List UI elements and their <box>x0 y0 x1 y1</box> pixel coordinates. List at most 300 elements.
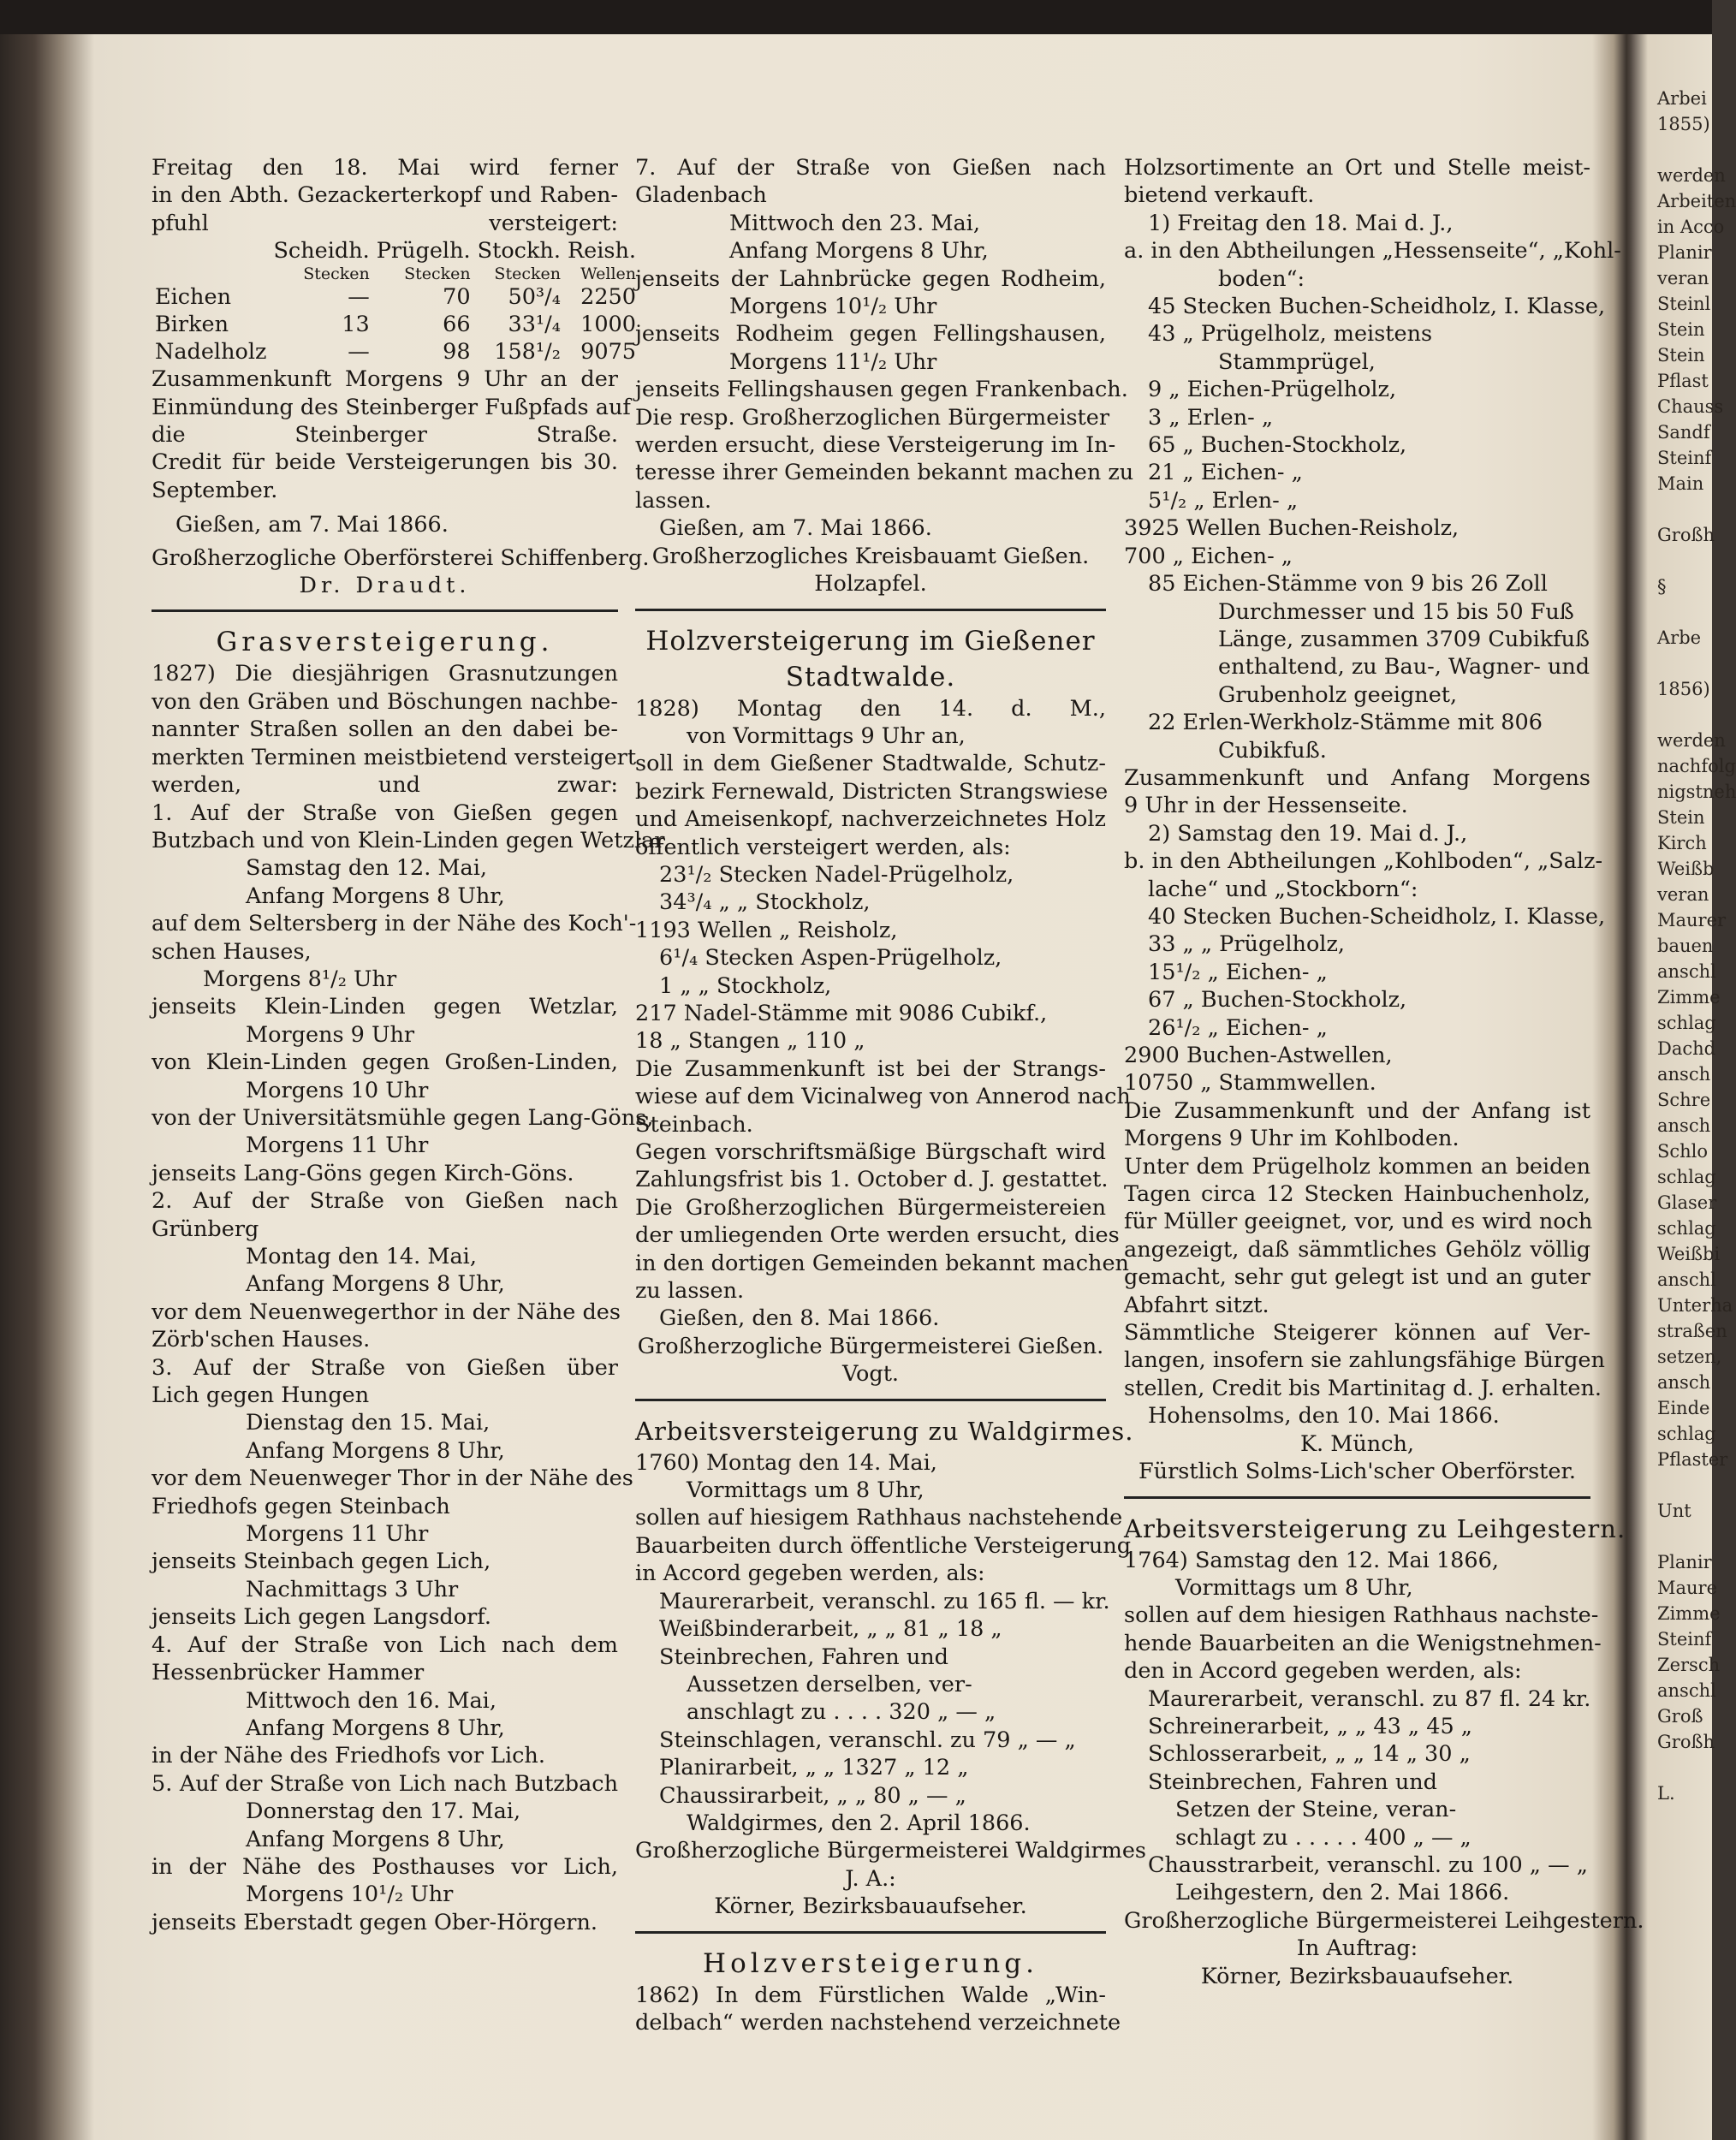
text-line: jenseits Steinbach gegen Lich, <box>152 1549 491 1575</box>
table-cell: — <box>348 284 370 311</box>
text-line: Die Großherzoglichen Bürgermeistereien <box>635 1194 1106 1221</box>
margin-fragment: werden <box>1657 730 1726 751</box>
grass-auction-continued <box>635 154 1134 598</box>
margin-fragment <box>1657 651 1712 676</box>
text-line: Sämmtliche Steigerer können auf Ver- <box>1124 1320 1590 1346</box>
text-line: zu lassen. <box>635 1278 745 1305</box>
section-heading <box>635 623 1106 695</box>
text-line: lassen. <box>635 487 712 514</box>
margin-fragment: schlag <box>1657 1218 1716 1239</box>
text-line: von der Universitätsmühle gegen Lang-Göns, <box>152 1104 654 1131</box>
text-line: Donnerstag den 17. Mai, <box>246 1798 521 1825</box>
text-line: lache“ und „Stockborn“: <box>1148 876 1418 902</box>
table-cell: 50³/₄ <box>508 284 561 311</box>
text-line: angezeigt, daß sämmtliches Gehölz völlig <box>1124 1236 1590 1263</box>
text-line: langen, insofern sie zahlungsfähige Bürgen <box>1124 1347 1605 1374</box>
text-line: 2900 Buchen-Astwellen, <box>1124 1043 1393 1068</box>
text-line: Durchmesser und 15 bis 50 Fuß <box>1218 598 1574 625</box>
scanner-top-band <box>0 0 1712 34</box>
margin-fragment: Main <box>1657 473 1704 494</box>
text-line: Stammprügel, <box>1218 348 1376 375</box>
windelbach-auction-continued <box>1124 154 1621 1486</box>
text-line: für Müller geeignet, vor, und es wird noch <box>1124 1209 1593 1235</box>
text-line: Die Zusammenkunft und der Anfang ist <box>1124 1097 1590 1124</box>
table-header-row <box>152 237 639 265</box>
text-line: 217 Nadel-Stämme mit 9086 Cubikf., <box>635 1000 1048 1026</box>
margin-fragment: anschl <box>1657 1680 1716 1701</box>
text-line: 34³/₄ „ „ Stockholz, <box>659 889 871 916</box>
table-unit-row <box>152 265 639 283</box>
text-line: vor dem Neuenweger Thor in der Nähe des <box>152 1465 633 1492</box>
text-line: der umliegenden Orte werden ersucht, dies <box>635 1222 1120 1249</box>
text-line: Bauarbeiten durch öffentliche Versteigerung <box>635 1532 1132 1559</box>
stadtwald-auction-text <box>635 695 1131 1388</box>
text-line: J. A.: <box>845 1865 896 1892</box>
text-line: nannter Straßen sollen an den dabei be- <box>152 716 618 743</box>
text-line: 85 Eichen-Stämme von 9 bis 26 Zoll <box>1148 571 1548 597</box>
margin-fragment: Chauss <box>1657 396 1724 417</box>
text-line: boden“: <box>1218 265 1305 292</box>
text-line: 1862) In dem Fürstlichen Walde „Win- <box>635 1982 1106 2008</box>
text-line: von Klein-Linden gegen Großen-Linden, <box>152 1049 618 1076</box>
text-line: 45 Stecken Buchen-Scheidholz, I. Klasse, <box>1148 294 1606 320</box>
text-line: a. in den Abtheilungen „Hessenseite“, „Kohl- <box>1124 238 1621 265</box>
text-line: 65 „ Buchen-Stockholz, <box>1148 432 1407 459</box>
text-line: schlagt zu . . . . . 400 „ — „ <box>1175 1824 1471 1851</box>
text-line: 700 „ Eichen- „ <box>1124 543 1293 569</box>
text-line: 40 Stecken Buchen-Scheidholz, I. Klasse, <box>1148 903 1606 930</box>
margin-fragment: Schlo <box>1657 1141 1709 1162</box>
text-line: 2) Samstag den 19. Mai d. J., <box>1148 820 1468 847</box>
margin-fragment <box>1657 1755 1712 1780</box>
margin-fragment: Zersch <box>1657 1655 1721 1675</box>
text-line: von den Gräben und Böschungen nachbe- <box>152 688 618 715</box>
text-line: Fürstlich Solms-Lich'scher Oberförster. <box>1138 1459 1576 1485</box>
text-line: Friedhofs gegen Steinbach <box>152 1493 450 1519</box>
text-line: in der Nähe des Posthauses vor Lich, <box>152 1853 618 1880</box>
section-divider <box>1124 1496 1590 1499</box>
margin-fragment: schlag <box>1657 1167 1716 1187</box>
text-line: 4. Auf der Straße von Lich nach dem <box>152 1632 618 1658</box>
text-line: 33 „ „ Prügelholz, <box>1148 931 1345 958</box>
margin-fragment: in Acco <box>1657 217 1725 237</box>
margin-fragment: ansch <box>1657 1115 1711 1136</box>
text-line: jenseits Lang-Göns gegen Kirch-Göns. <box>152 1160 574 1186</box>
text-line: merkten Terminen meistbietend versteigert <box>152 744 637 770</box>
text-line: Morgens 8¹/₂ Uhr <box>203 966 397 992</box>
text-line: 26¹/₂ „ Eichen- „ <box>1148 1014 1328 1041</box>
margin-fragment: Planir <box>1657 242 1712 263</box>
table-cell: — <box>348 339 370 366</box>
text-line: 21 „ Eichen- „ <box>1148 460 1303 486</box>
text-line: Anfang Morgens 8 Uhr, <box>246 1826 505 1852</box>
margin-fragment: 1856) <box>1657 679 1710 699</box>
text-line: jenseits der Lahnbrücke gegen Rodheim, <box>635 265 1106 292</box>
margin-fragment: Stein <box>1657 319 1705 340</box>
margin-fragment: § <box>1657 576 1667 597</box>
text-line: Körner, Bezirksbauaufseher. <box>1200 1963 1514 1989</box>
margin-fragment: Groß <box>1657 1706 1703 1727</box>
grass-auction-items <box>152 800 665 1937</box>
text-line: Anfang Morgens 8 Uhr, <box>246 883 505 909</box>
text-line: 5¹/₂ „ Erlen- „ <box>1148 487 1299 514</box>
text-line: Weißbinderarbeit, „ „ 81 „ 18 „ <box>659 1616 1002 1643</box>
table-cell <box>152 265 270 283</box>
text-line: Chaussirarbeit, „ „ 80 „ — „ <box>659 1782 966 1809</box>
text-line: Großherzogliche Bürgermeisterei Leihgestern. <box>1124 1907 1644 1934</box>
text-line: Anfang Morgens 8 Uhr, <box>246 1271 505 1298</box>
text-line: 1. Auf der Straße von Gießen gegen <box>152 800 618 826</box>
table-cell: Eichen <box>155 284 231 311</box>
text-line: werden ersucht, diese Versteigerung im In- <box>635 432 1116 459</box>
text-line: bietend verkauft. <box>1124 182 1315 209</box>
text-line: Grünberg <box>152 1216 259 1242</box>
text-line: 9 Uhr in der Hessenseite. <box>1124 793 1408 819</box>
table-cell: 9075 <box>580 339 637 366</box>
table-row <box>152 283 639 311</box>
margin-fragment <box>1657 1524 1712 1549</box>
text-line: Chausstrarbeit, veranschl. zu 100 „ — „ <box>1148 1852 1588 1878</box>
margin-fragment <box>1657 137 1712 163</box>
section-heading: Grasversteigerung. <box>216 627 554 658</box>
margin-fragment: ansch <box>1657 1064 1711 1085</box>
text-line: Zusammenkunft Morgens 9 Uhr an der <box>152 366 618 393</box>
text-line: Dienstag den 15. Mai, <box>246 1410 490 1436</box>
text-line: in der Nähe des Friedhofs vor Lich. <box>152 1743 545 1769</box>
section-heading: Arbeitsversteigerung zu Waldgirmes. <box>635 1416 1134 1446</box>
text-line: Morgens 9 Uhr <box>246 1021 415 1048</box>
margin-fragment: bauen <box>1657 936 1714 956</box>
meeting-note <box>152 366 631 449</box>
text-line: stellen, Credit bis Martinitag d. J. erhalten. <box>1124 1375 1602 1401</box>
text-line: 1193 Wellen „ Reisholz, <box>635 917 898 943</box>
text-line: und Ameisenkopf, nachverzeichnetes Holz <box>635 806 1106 833</box>
margin-fragment: veran <box>1657 268 1709 288</box>
text-line: 3925 Wellen Buchen-Reisholz, <box>1124 515 1460 542</box>
text-line: Steinbach. <box>635 1111 753 1138</box>
margin-fragment: nigstneh <box>1657 782 1736 802</box>
text-line: 1764) Samstag den 12. Mai 1866, <box>1124 1547 1499 1573</box>
text-line: vor dem Neuenwegerthor in der Nähe des <box>152 1299 621 1325</box>
margin-fragment: Stein <box>1657 345 1705 366</box>
table-cell: 158¹/₂ <box>494 339 561 366</box>
text-line: Holzsortimente an Ort und Stelle meist- <box>1124 155 1590 181</box>
margin-fragment: Stein <box>1657 807 1705 828</box>
margin-fragment: ansch <box>1657 1372 1711 1393</box>
text-line: Anfang Morgens 8 Uhr, <box>246 1715 505 1741</box>
text-line: in Accord gegeben werden, als: <box>635 1560 985 1587</box>
next-page-margin <box>1657 86 1736 1806</box>
text-line: Leihgestern, den 2. Mai 1866. <box>1175 1880 1510 1906</box>
text-line: bezirk Fernewald, Districten Strangswiese <box>635 778 1109 805</box>
text-line: Morgens 11 Uhr <box>246 1132 429 1159</box>
text-line: 2. Auf der Straße von Gießen nach <box>152 1188 618 1215</box>
table-cell: 13 <box>342 312 370 338</box>
table-cell: Nadelholz <box>155 339 267 366</box>
text-line: Steinbrechen, Fahren und <box>659 1644 948 1670</box>
margin-fragment: Steinl <box>1657 294 1711 314</box>
margin-fragment: straßen <box>1657 1321 1727 1341</box>
text-line: Schlosserarbeit, „ „ 14 „ 30 „ <box>1148 1741 1471 1768</box>
margin-fragment: schlag <box>1657 1424 1716 1444</box>
margin-fragment: Kirch <box>1657 833 1707 853</box>
text-line: Maurerarbeit, veranschl. zu 165 fl. — kr. <box>659 1588 1110 1614</box>
text-line: gemacht, sehr gut gelegt ist und an guter <box>1124 1264 1590 1291</box>
text-line: Einmündung des Steinberger Fußpfads auf <box>152 394 631 420</box>
text-line: 22 Erlen-Werkholz-Stämme mit 806 <box>1148 710 1543 736</box>
text-line: Körner, Bezirksbauaufseher. <box>714 1893 1027 1920</box>
margin-fragment <box>1657 702 1712 728</box>
text-line: soll in dem Gießener Stadtwalde, Schutz- <box>635 751 1106 777</box>
text-line: jenseits Lich gegen Langsdorf. <box>152 1604 491 1631</box>
table-cell: Scheidh. <box>273 238 370 265</box>
text-line: Mittwoch den 23. Mai, <box>729 210 980 236</box>
margin-fragment: Pflast <box>1657 371 1709 391</box>
margin-fragment: Steinf <box>1657 1629 1712 1650</box>
margin-fragment: Maure <box>1657 1578 1718 1598</box>
text-line: jenseits Fellingshausen gegen Frankenbach. <box>635 377 1128 403</box>
margin-fragment: 1855) <box>1657 114 1710 134</box>
margin-fragment: Sandf <box>1657 422 1710 443</box>
waldgirmes-auction-text <box>635 1449 1147 1921</box>
margin-fragment: setzen, <box>1657 1346 1722 1367</box>
text-line: Freitag den 18. Mai wird ferner <box>152 155 618 181</box>
text-line: delbach“ werden nachstehend verzeichnete <box>635 2009 1121 2036</box>
margin-fragment: L. <box>1657 1783 1675 1804</box>
text-line: jenseits Rodheim gegen Fellingshausen, <box>635 321 1106 348</box>
text-line: Grubenholz geeignet, <box>1218 681 1458 708</box>
text-line: Morgens 10¹/₂ Uhr <box>246 1881 454 1908</box>
text-line: Länge, zusammen 3709 Cubikfuß <box>1218 626 1590 652</box>
text-line: Holzapfel. <box>814 571 927 597</box>
text-line: 1828) Montag den 14. d. M., <box>635 695 1106 722</box>
table-cell: Prügelh. <box>376 238 471 265</box>
text-line: In Auftrag: <box>1296 1935 1418 1962</box>
margin-fragment: veran <box>1657 884 1709 905</box>
margin-fragment: Glaser <box>1657 1192 1717 1213</box>
text-line: Tagen circa 12 Stecken Hainbuchenholz, <box>1124 1181 1590 1208</box>
text-line: Aussetzen derselben, ver- <box>687 1671 972 1697</box>
margin-fragment: Arbe <box>1657 627 1702 648</box>
margin-fragment: Zimme <box>1657 987 1721 1008</box>
margin-fragment: Dachd <box>1657 1038 1716 1059</box>
text-line: Morgens 10 Uhr <box>246 1077 429 1103</box>
text-line: werden, und zwar: <box>152 772 618 799</box>
margin-fragment: Maurer <box>1657 910 1727 930</box>
margin-fragment: nachfolg <box>1657 756 1736 776</box>
text-line: jenseits Eberstadt gegen Ober-Hörgern. <box>152 1909 598 1935</box>
margin-fragment <box>1657 496 1712 522</box>
text-line: wiese auf dem Vicinalweg von Annerod nach <box>635 1084 1131 1110</box>
table-cell: Reish. <box>567 238 637 265</box>
text-line: teresse ihrer Gemeinden bekannt machen zu <box>635 460 1134 486</box>
table-cell: Birken <box>155 312 229 338</box>
wood-quantity-table <box>152 237 639 366</box>
text-line: Planirarbeit, „ „ 1327 „ 12 „ <box>659 1755 969 1781</box>
windelbach-auction-text <box>635 1982 1121 2037</box>
table-cell: 2250 <box>580 284 637 311</box>
table-cell: Stecken <box>303 265 370 284</box>
text-line: in den Abth. Gezackerterkopf und Raben- <box>152 182 618 209</box>
text-line: 1827) Die diesjährigen Grasnutzungen <box>152 661 618 687</box>
text-line: Steinschlagen, veranschl. zu 79 „ — „ <box>659 1727 1076 1753</box>
text-line: Zörb'schen Hauses. <box>152 1327 371 1353</box>
table-row <box>152 311 639 338</box>
margin-fragment: Unt <box>1657 1501 1691 1521</box>
text-line: anschlagt zu . . . . 320 „ — „ <box>687 1699 996 1726</box>
text-line: Morgens 9 Uhr im Kohlboden. <box>1124 1126 1460 1152</box>
text-line: Großherzogliches Kreisbauamt Gießen. <box>651 543 1090 569</box>
text-line: Mittwoch den 16. Mai, <box>246 1687 496 1714</box>
section-divider <box>152 609 618 612</box>
text-line: Montag den 14. Mai, <box>246 1244 477 1269</box>
text-line: Setzen der Steine, veran- <box>1175 1797 1457 1823</box>
text-line: Gegen vorschriftsmäßige Bürgschaft wird <box>635 1139 1106 1165</box>
text-line: Cubikfuß. <box>1218 737 1327 764</box>
text-line: b. in den Abtheilungen „Kohlboden“, „Salz- <box>1124 848 1603 875</box>
text-line: Waldgirmes, den 2. April 1866. <box>687 1810 1031 1836</box>
text-line: Abfahrt sitzt. <box>1124 1292 1269 1318</box>
text-line: Nachmittags 3 Uhr <box>246 1576 459 1602</box>
margin-fragment: anschl <box>1657 1269 1716 1290</box>
table-cell: Stockh. <box>477 238 561 265</box>
table-row <box>152 338 639 366</box>
text-line: 43 „ Prügelholz, meistens <box>1148 321 1433 348</box>
text-line: Holzversteigerung im Gießener <box>645 625 1096 657</box>
margin-fragment: Großh <box>1657 1732 1715 1752</box>
text-line: 1) Freitag den 18. Mai d. J., <box>1148 210 1454 236</box>
section-heading: Holzversteigerung. <box>703 1947 1038 1979</box>
margin-fragment: Weißbi <box>1657 1244 1721 1264</box>
margin-fragment: Pflaster <box>1657 1449 1728 1470</box>
margin-fragment: Planir <box>1657 1552 1712 1572</box>
text-line: Die resp. Großherzoglichen Bürgermeister <box>635 404 1110 431</box>
text-line: Schreinerarbeit, „ „ 43 „ 45 „ <box>1148 1713 1473 1739</box>
text-line: Unter dem Prügelholz kommen an beiden <box>1124 1153 1590 1180</box>
table-cell <box>152 237 270 265</box>
margin-fragment: werden <box>1657 165 1726 186</box>
text-line: 5. Auf der Straße von Lich nach Butzbach <box>152 1770 618 1797</box>
text-line: hende Bauarbeiten an die Wenigstnehmen- <box>1124 1630 1602 1656</box>
notice-date: Gießen, am 7. Mai 1866. <box>175 512 449 538</box>
margin-fragment: Zimme <box>1657 1603 1721 1624</box>
text-line: Credit für beide Versteigerungen bis 30. <box>152 449 618 476</box>
text-line: von Vormittags 9 Uhr an, <box>687 722 966 749</box>
text-line: pfuhl versteigert: <box>152 210 618 236</box>
text-line: Stadtwalde. <box>785 661 956 693</box>
table-cell: 33¹/₄ <box>508 312 561 338</box>
text-line: 1760) Montag den 14. Mai, <box>635 1449 937 1476</box>
section-divider <box>635 1931 1106 1934</box>
text-line: enthaltend, zu Bau-, Wagner- und <box>1218 654 1590 681</box>
leihgestern-auction-text <box>1124 1547 1644 1991</box>
text-line: Samstag den 12. Mai, <box>246 855 487 882</box>
text-line: Anfang Morgens 8 Uhr, <box>246 1437 505 1464</box>
text-line: Anfang Morgens 8 Uhr, <box>729 238 989 265</box>
text-line: Großherzogliche Bürgermeisterei Gießen. <box>637 1333 1104 1359</box>
margin-fragment: Steinf <box>1657 448 1712 468</box>
table-cell: 1000 <box>580 312 637 338</box>
margin-fragment: schlag <box>1657 1013 1716 1033</box>
text-line: den in Accord gegeben werden, als: <box>1124 1658 1522 1685</box>
text-line: Lich gegen Hungen <box>152 1382 370 1409</box>
text-line: Morgens 11 Uhr <box>246 1521 429 1548</box>
auction-notice-intro <box>152 154 618 237</box>
text-line: 10750 „ Stammwellen. <box>1124 1070 1376 1097</box>
margin-fragment: Arbei <box>1657 88 1707 109</box>
text-line: Butzbach und von Klein-Linden gegen Wetzlar <box>152 827 665 853</box>
table-body <box>152 283 639 366</box>
margin-fragment <box>1657 548 1712 574</box>
text-line: Hohensolms, den 10. Mai 1866. <box>1148 1403 1500 1430</box>
text-line: auf dem Seltersberg in der Nähe des Koch'- <box>152 911 637 937</box>
text-line: sollen auf dem hiesigen Rathhaus nachste- <box>1124 1602 1599 1629</box>
text-line: sollen auf hiesigem Rathhaus nachstehende <box>635 1505 1123 1531</box>
text-line: 18 „ Stangen „ 110 „ <box>635 1028 865 1055</box>
text-line: Gießen, am 7. Mai 1866. <box>659 515 932 542</box>
text-line: Zusammenkunft und Anfang Morgens <box>1124 764 1590 791</box>
text-line: 15¹/₂ „ Eichen- „ <box>1148 959 1328 985</box>
margin-fragment: Unterha <box>1657 1295 1733 1316</box>
text-line: Die Zusammenkunft ist bei der Strangs- <box>635 1055 1106 1082</box>
grass-auction-intro <box>152 660 637 799</box>
text-line: Großherzogliche Bürgermeisterei Waldgirmes <box>635 1838 1147 1864</box>
margin-fragment: Arbeiten <box>1657 191 1736 211</box>
signature-authority: Großherzogliche Oberförsterei Schiffenberg. <box>152 544 650 571</box>
text-line: Hessenbrücker Hammer <box>152 1660 425 1686</box>
text-line: Steinbrechen, Fahren und <box>1148 1768 1437 1795</box>
text-line: Gladenbach <box>635 182 767 209</box>
column-3 <box>1124 154 1644 1990</box>
margin-fragment: Großh <box>1657 525 1715 545</box>
text-line: Maurerarbeit, veranschl. zu 87 fl. 24 kr. <box>1148 1685 1591 1712</box>
text-line: öffentlich versteigert werden, als: <box>635 834 1011 860</box>
text-line: 9 „ Eichen-Prügelholz, <box>1148 377 1397 403</box>
margin-fragment: Weißb <box>1657 859 1715 879</box>
section-heading: Arbeitsversteigerung zu Leihgestern. <box>1124 1513 1626 1543</box>
column-2 <box>635 154 1147 2036</box>
text-line: jenseits Klein-Linden gegen Wetzlar, <box>152 994 618 1020</box>
table-cell: 66 <box>443 312 471 338</box>
margin-fragment: Schre <box>1657 1090 1711 1110</box>
text-line: Vormittags um 8 Uhr, <box>1175 1574 1413 1601</box>
section-divider <box>635 609 1106 611</box>
signature-name: Dr. Draudt. <box>299 573 471 599</box>
text-line: in den dortigen Gemeinden bekannt machen <box>635 1250 1129 1276</box>
margin-fragment: Einde <box>1657 1398 1710 1418</box>
text-line: die Steinberger Straße. <box>152 422 618 449</box>
text-line: 1 „ „ Stockholz, <box>659 972 832 999</box>
table-cell: 70 <box>443 284 471 311</box>
text-line: K. Münch, <box>1299 1430 1415 1457</box>
text-line: Morgens 10¹/₂ Uhr <box>729 294 937 320</box>
text-line: Gießen, den 8. Mai 1866. <box>659 1305 940 1332</box>
column-1 <box>152 154 665 1936</box>
text-line: 67 „ Buchen-Stockholz, <box>1148 987 1407 1014</box>
text-line: Zahlungsfrist bis 1. October d. J. gestattet. <box>635 1167 1109 1193</box>
text-line: 7. Auf der Straße von Gießen nach <box>635 155 1106 181</box>
text-line: 23¹/₂ Stecken Nadel-Prügelholz, <box>659 861 1014 888</box>
text-line: Vormittags um 8 Uhr, <box>687 1477 924 1504</box>
text-line: Vogt. <box>841 1361 900 1388</box>
table-cell: Stecken <box>494 265 561 284</box>
section-divider <box>635 1399 1106 1401</box>
table-cell: Wellen <box>580 265 637 284</box>
text-line: schen Hauses, <box>152 938 312 965</box>
margin-fragment: anschl <box>1657 961 1716 982</box>
margin-fragment <box>1657 599 1712 625</box>
text-line: 6¹/₄ Stecken Aspen-Prügelholz, <box>659 945 1002 972</box>
